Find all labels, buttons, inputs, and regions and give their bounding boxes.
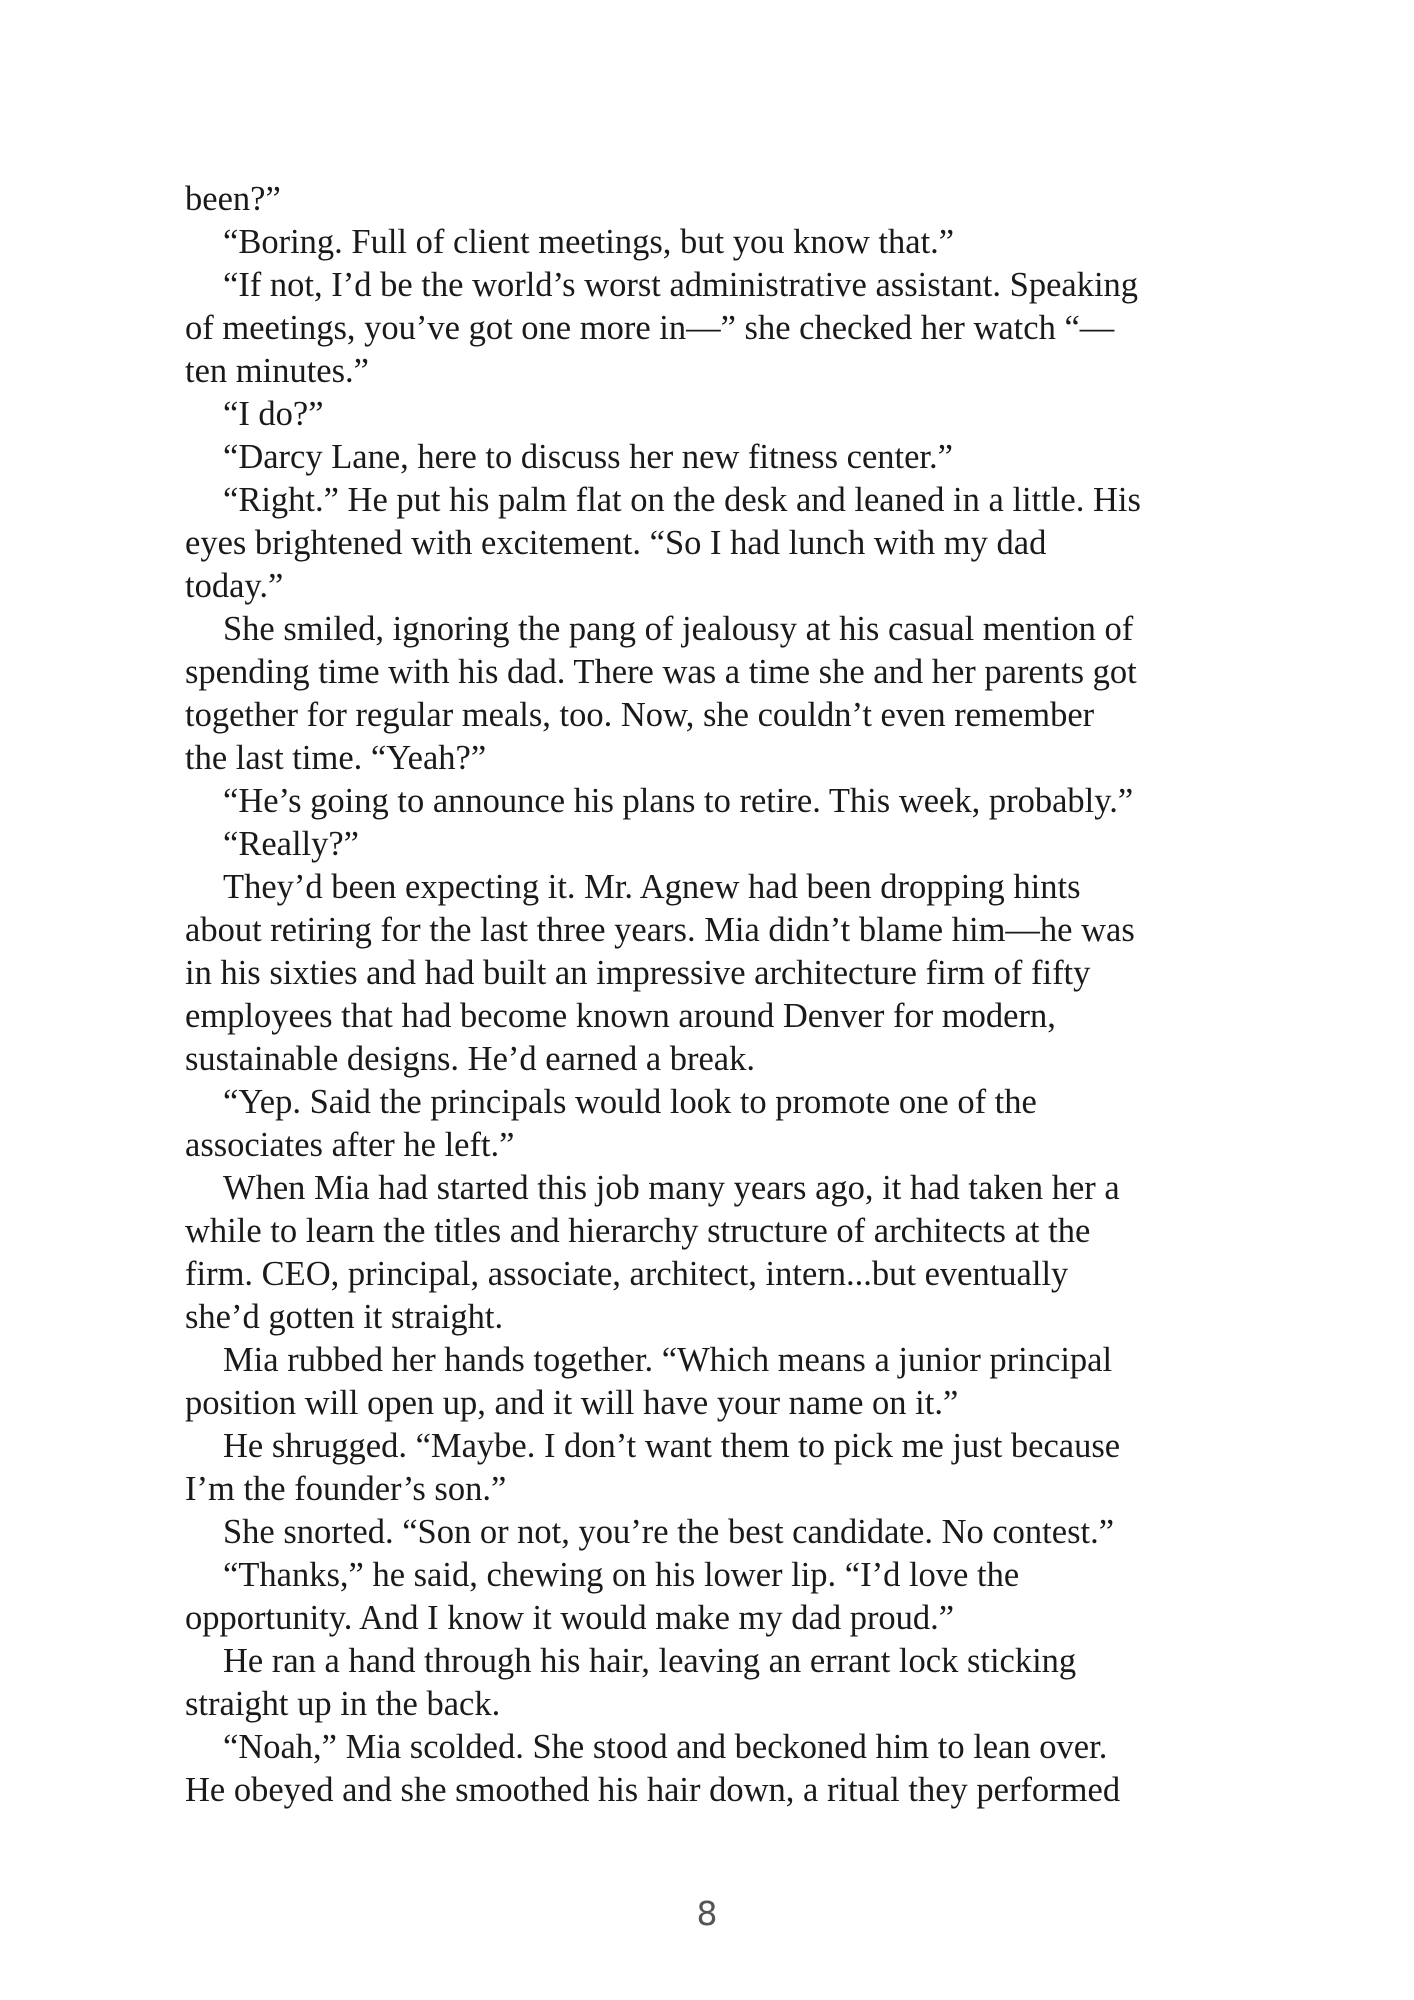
text-line: I’m the founder’s son.” bbox=[185, 1470, 507, 1508]
text-line: He ran a hand through his hair, leaving an errant lock sticking bbox=[223, 1642, 1077, 1680]
text-line: “I do?” bbox=[223, 395, 324, 433]
text-line: about retiring for the last three years. Mia didn’t blame him—he was bbox=[185, 911, 1135, 949]
text-line: He obeyed and she smoothed his hair down, a ritual they performed bbox=[185, 1771, 1121, 1809]
text-line: together for regular meals, too. Now, she couldn’t even remember bbox=[185, 696, 1095, 734]
text-line: associates after he left.” bbox=[185, 1126, 515, 1164]
text-line: sustainable designs. He’d earned a break. bbox=[185, 1040, 755, 1078]
text-line: “Really?” bbox=[223, 825, 359, 863]
text-line: She snorted. “Son or not, you’re the best candidate. No contest.” bbox=[223, 1513, 1115, 1551]
text-line: the last time. “Yeah?” bbox=[185, 739, 487, 777]
page-number: 8 bbox=[696, 1894, 718, 1933]
text-line: “If not, I’d be the world’s worst administrative assistant. Speaking bbox=[223, 266, 1139, 304]
text-line: Mia rubbed her hands together. “Which means a junior principal bbox=[223, 1341, 1113, 1379]
text-line: of meetings, you’ve got one more in—” she checked her watch “— bbox=[185, 309, 1115, 347]
text-line: ten minutes.” bbox=[185, 352, 369, 390]
text-line: while to learn the titles and hierarchy structure of architects at the bbox=[185, 1212, 1091, 1250]
text-line: “Noah,” Mia scolded. She stood and beckoned him to lean over. bbox=[223, 1728, 1108, 1766]
text-line: position will open up, and it will have your name on it.” bbox=[185, 1384, 959, 1422]
text-line: “Darcy Lane, here to discuss her new fitness center.” bbox=[223, 438, 953, 476]
text-line: she’d gotten it straight. bbox=[185, 1298, 504, 1336]
text-line: “Thanks,” he said, chewing on his lower lip. “I’d love the bbox=[223, 1556, 1020, 1594]
text-line: today.” bbox=[185, 567, 284, 605]
text-line: firm. CEO, principal, associate, architect, intern...but eventually bbox=[185, 1255, 1069, 1293]
text-line: “Yep. Said the principals would look to promote one of the bbox=[223, 1083, 1037, 1121]
text-line: “Boring. Full of client meetings, but you know that.” bbox=[223, 223, 955, 261]
text-line: straight up in the back. bbox=[185, 1685, 501, 1723]
text-line: When Mia had started this job many years ago, it had taken her a bbox=[223, 1169, 1120, 1207]
text-line: opportunity. And I know it would make my dad proud.” bbox=[185, 1599, 955, 1637]
text-line: “He’s going to announce his plans to retire. This week, probably.” bbox=[223, 782, 1134, 820]
text-line: employees that had become known around Denver for modern, bbox=[185, 997, 1056, 1035]
text-line: in his sixties and had built an impressive architecture firm of fifty bbox=[185, 954, 1091, 992]
text-line: spending time with his dad. There was a time she and her parents got bbox=[185, 653, 1137, 691]
text-line: He shrugged. “Maybe. I don’t want them to pick me just because bbox=[223, 1427, 1121, 1465]
text-line: They’d been expecting it. Mr. Agnew had been dropping hints bbox=[223, 868, 1081, 906]
body-text bbox=[185, 178, 1245, 1812]
text-line: eyes brightened with excitement. “So I had lunch with my dad bbox=[185, 524, 1047, 562]
text-line: been?” bbox=[185, 180, 281, 218]
text-line: “Right.” He put his palm flat on the desk and leaned in a little. His bbox=[223, 481, 1141, 519]
text-line: She smiled, ignoring the pang of jealousy at his casual mention of bbox=[223, 610, 1134, 648]
